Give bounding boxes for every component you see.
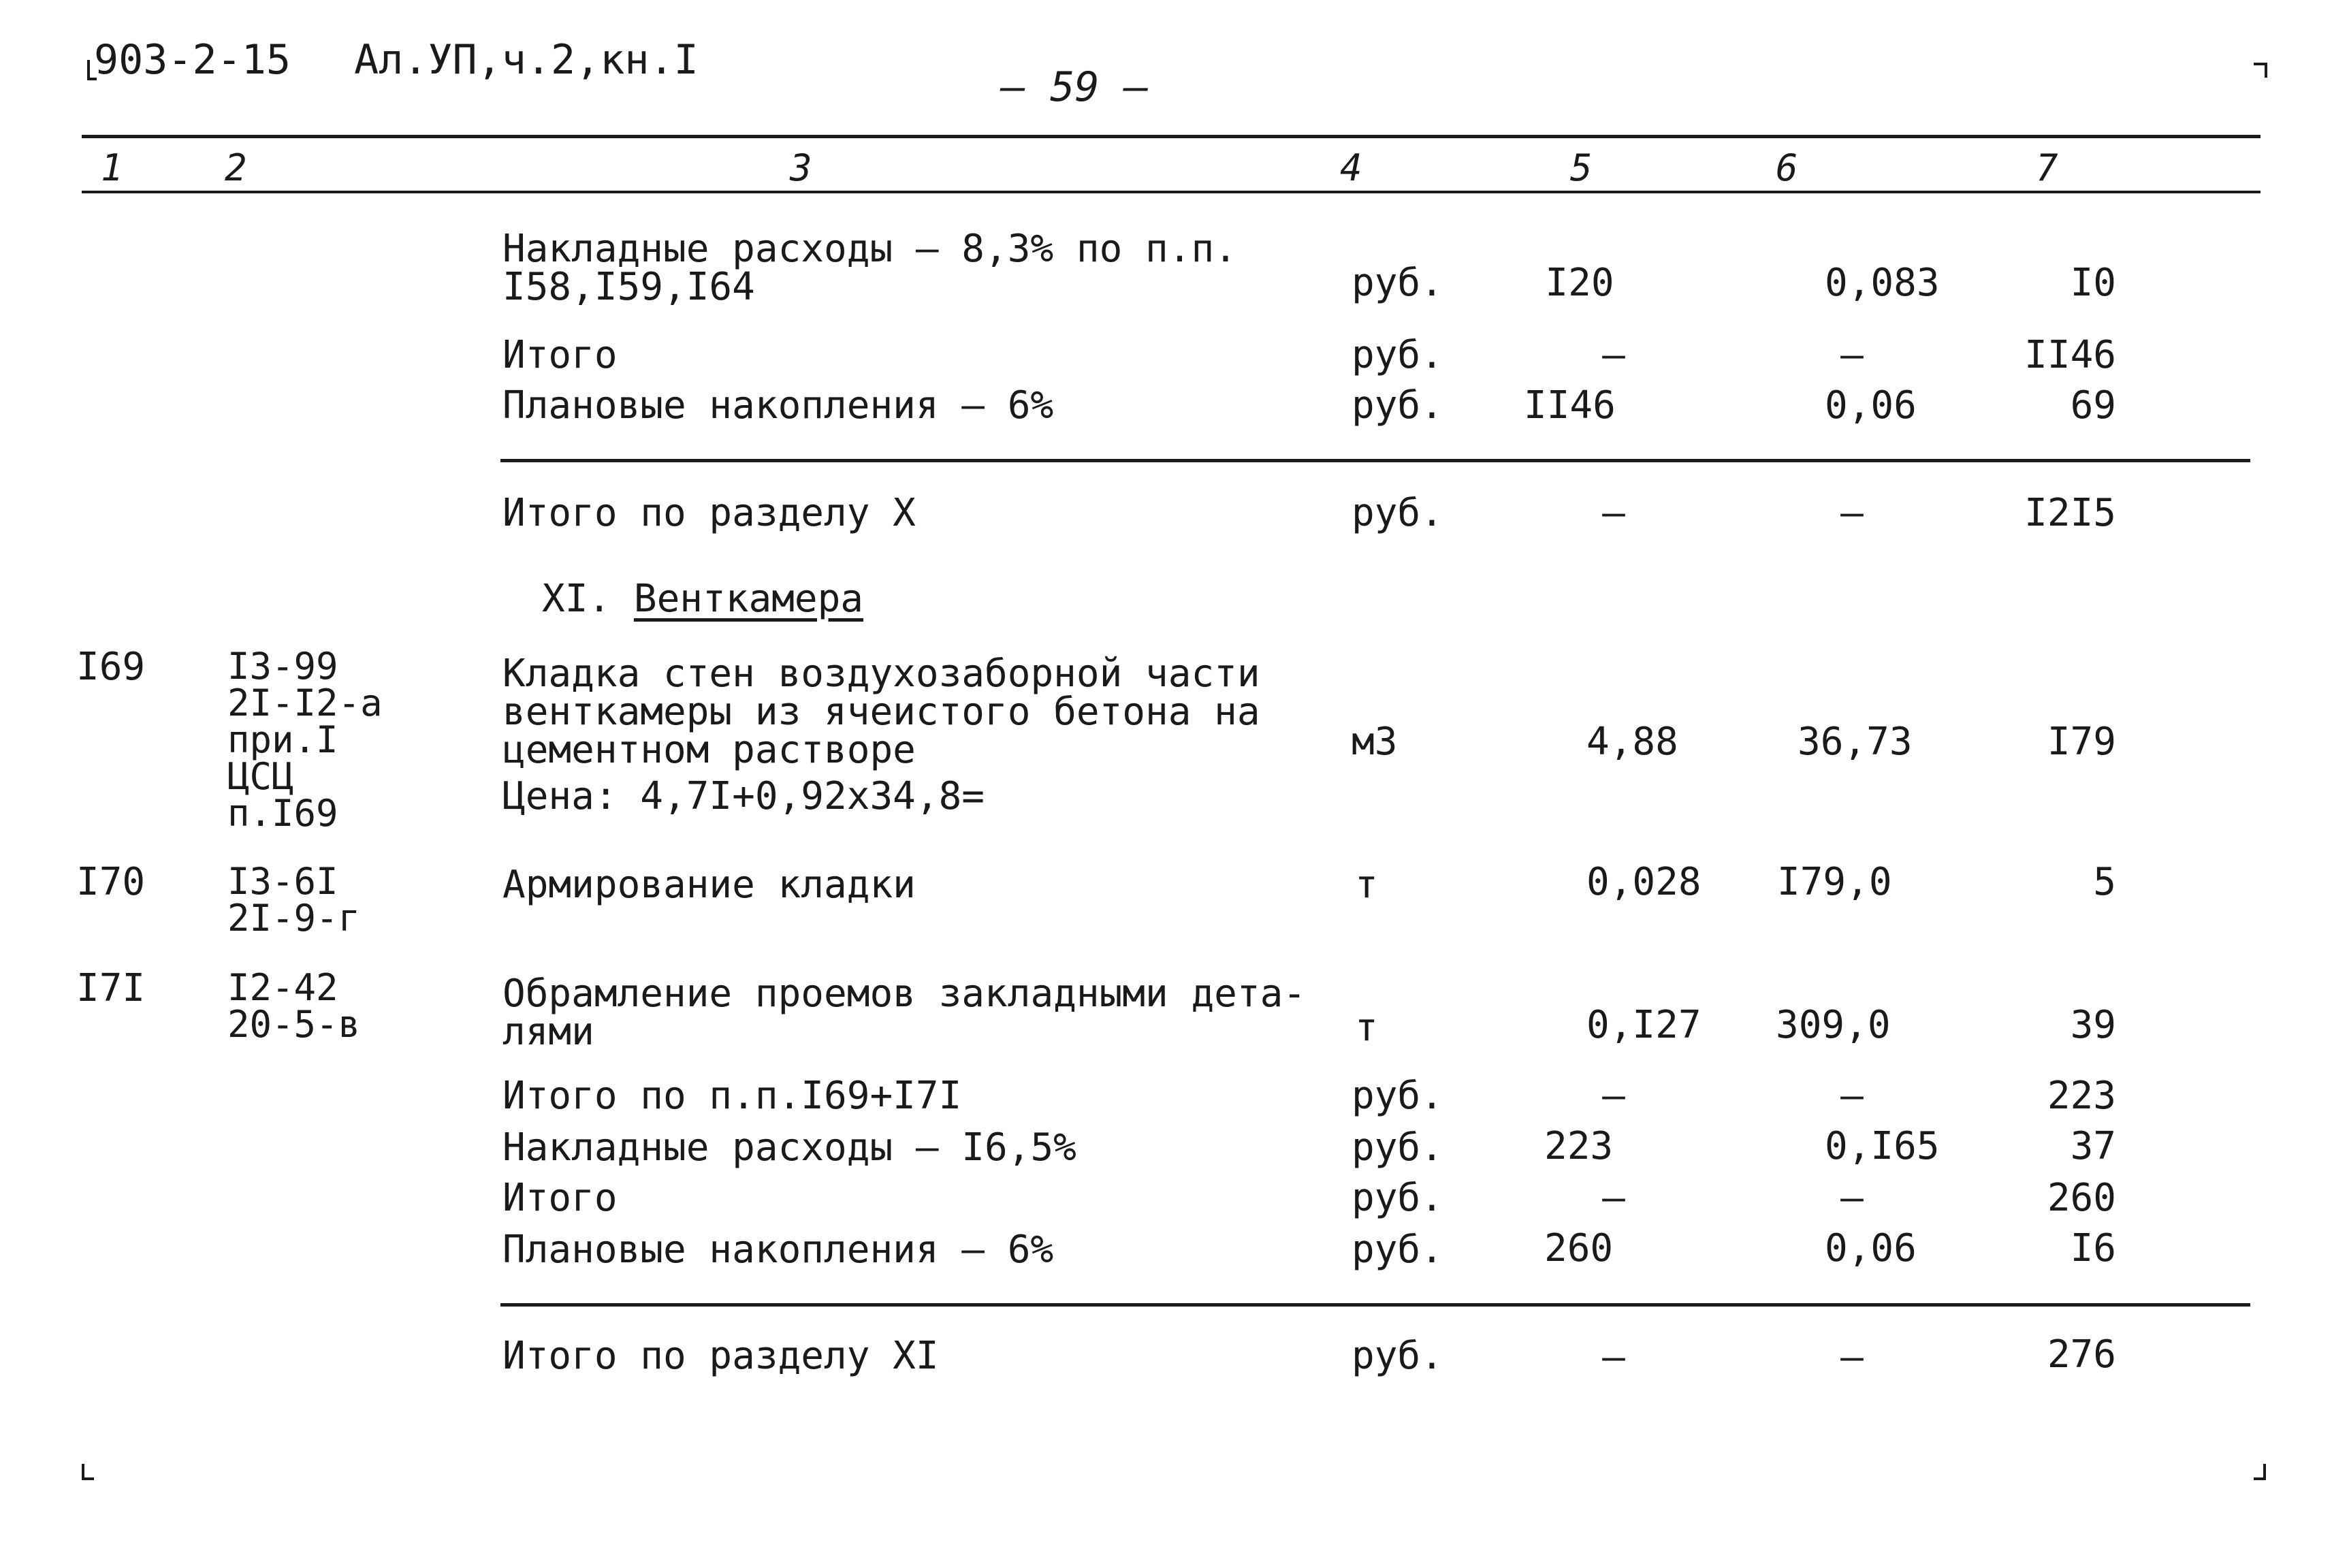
section-title: Венткамера: [633, 577, 864, 621]
row-code: I3-6I 2I-9-г: [227, 860, 361, 940]
row-number: I7I: [76, 966, 146, 1010]
row-description: Плановые накопления – 6%: [502, 383, 1054, 428]
section-divider: [500, 459, 2250, 462]
column-header-7: 7: [2036, 146, 2058, 189]
row-total: I2I5: [2024, 491, 2116, 535]
row-total: I79: [2047, 720, 2116, 764]
column-header-5: 5: [1570, 146, 1593, 189]
row-unit: руб.: [1352, 1176, 1443, 1220]
section-number: XI.: [542, 577, 611, 621]
row-unit: руб.: [1352, 1125, 1443, 1170]
row-rate: –: [1840, 1335, 1864, 1379]
row-description: Итого по разделу XI: [502, 1334, 939, 1378]
row-unit: руб.: [1352, 491, 1443, 535]
section-divider: [500, 1303, 2250, 1307]
row-code: I3-99 2I-I2-а при.I ЦСЦ п.I69: [227, 645, 383, 835]
row-quantity: 223: [1544, 1124, 1614, 1168]
corner-mark-bottom-left: [82, 1464, 94, 1480]
row-total: 37: [2070, 1124, 2116, 1168]
row-total: II46: [2024, 333, 2116, 377]
row-description: Накладные расходы – I6,5%: [502, 1125, 1076, 1170]
row-total: 276: [2047, 1332, 2116, 1377]
row-rate: –: [1840, 491, 1864, 535]
row-description: Плановые накопления – 6%: [502, 1228, 1054, 1272]
row-quantity: 260: [1544, 1226, 1614, 1270]
column-header-3: 3: [790, 146, 812, 189]
row-description: Итого: [502, 333, 618, 377]
row-quantity: 4,88: [1586, 720, 1678, 764]
row-quantity: –: [1602, 1335, 1625, 1379]
row-rate: –: [1840, 333, 1864, 377]
row-unit: руб.: [1352, 1074, 1443, 1118]
row-rate: 0,06: [1825, 383, 1917, 428]
row-unit: руб.: [1352, 261, 1443, 305]
row-unit: руб.: [1352, 333, 1443, 377]
row-rate: 309,0: [1776, 1003, 1891, 1047]
row-description: Армирование кладки: [502, 863, 916, 907]
row-quantity: II46: [1524, 383, 1616, 428]
row-quantity: 0,I27: [1586, 1003, 1702, 1047]
row-quantity: 0,028: [1586, 860, 1702, 904]
page-number: – 59 –: [1001, 63, 1149, 111]
row-quantity: –: [1602, 491, 1625, 535]
column-header-1: 1: [101, 146, 123, 189]
row-rate: I79,0: [1777, 860, 1892, 904]
row-total: I0: [2070, 261, 2116, 305]
row-rate: –: [1840, 1176, 1864, 1220]
row-description: Итого по разделу X: [502, 491, 916, 535]
row-total: 260: [2047, 1176, 2116, 1220]
row-rate: 0,083: [1825, 261, 1940, 305]
row-quantity: –: [1602, 1176, 1625, 1220]
row-unit: руб.: [1352, 383, 1443, 428]
column-header-rule: [82, 191, 2261, 193]
row-total: I6: [2070, 1226, 2116, 1270]
row-code: I2-42 20-5-в: [227, 966, 361, 1046]
row-rate: 0,06: [1825, 1226, 1917, 1270]
row-price-formula: Цена: 4,7I+0,92х34,8=: [502, 774, 985, 818]
row-unit: руб.: [1352, 1334, 1443, 1378]
corner-mark-top-right: [2254, 63, 2267, 78]
row-rate: 0,I65: [1825, 1124, 1940, 1168]
row-quantity: –: [1602, 333, 1625, 377]
row-quantity: I20: [1545, 261, 1614, 305]
row-description: Итого по п.п.I69+I7I: [502, 1074, 962, 1118]
row-number: I70: [76, 860, 146, 904]
row-unit: т: [1355, 863, 1378, 907]
row-unit: т: [1355, 1006, 1378, 1050]
row-description: Кладка стен воздухозаборной части венткамеры из ячеистого бетона на цементном растворе: [502, 652, 1260, 772]
row-description: Обрамление проемов закладными дета- лями: [502, 972, 1307, 1054]
album-reference: Ал.УП,ч.2,кн.I: [354, 36, 699, 84]
row-total: 39: [2070, 1003, 2116, 1047]
row-rate: 36,73: [1798, 720, 1913, 764]
row-unit: руб.: [1352, 1228, 1443, 1272]
row-total: 69: [2070, 383, 2116, 428]
row-description: Накладные расходы – 8,3% по п.п. I58,I59,I64: [502, 227, 1237, 309]
doc-code: 903-2-15: [94, 36, 291, 84]
row-rate: –: [1840, 1074, 1864, 1118]
row-unit: м3: [1352, 720, 1398, 764]
row-description: Итого: [502, 1176, 618, 1220]
row-quantity: –: [1602, 1074, 1625, 1118]
column-header-6: 6: [1776, 146, 1798, 189]
row-total: 223: [2047, 1074, 2116, 1118]
section-heading: [542, 577, 864, 621]
table-top-rule: [82, 135, 2261, 138]
column-header-2: 2: [225, 146, 247, 189]
row-total: 5: [2093, 860, 2116, 904]
row-number: I69: [76, 645, 146, 689]
corner-mark-bottom-right: [2254, 1464, 2266, 1480]
column-header-4: 4: [1340, 146, 1362, 189]
